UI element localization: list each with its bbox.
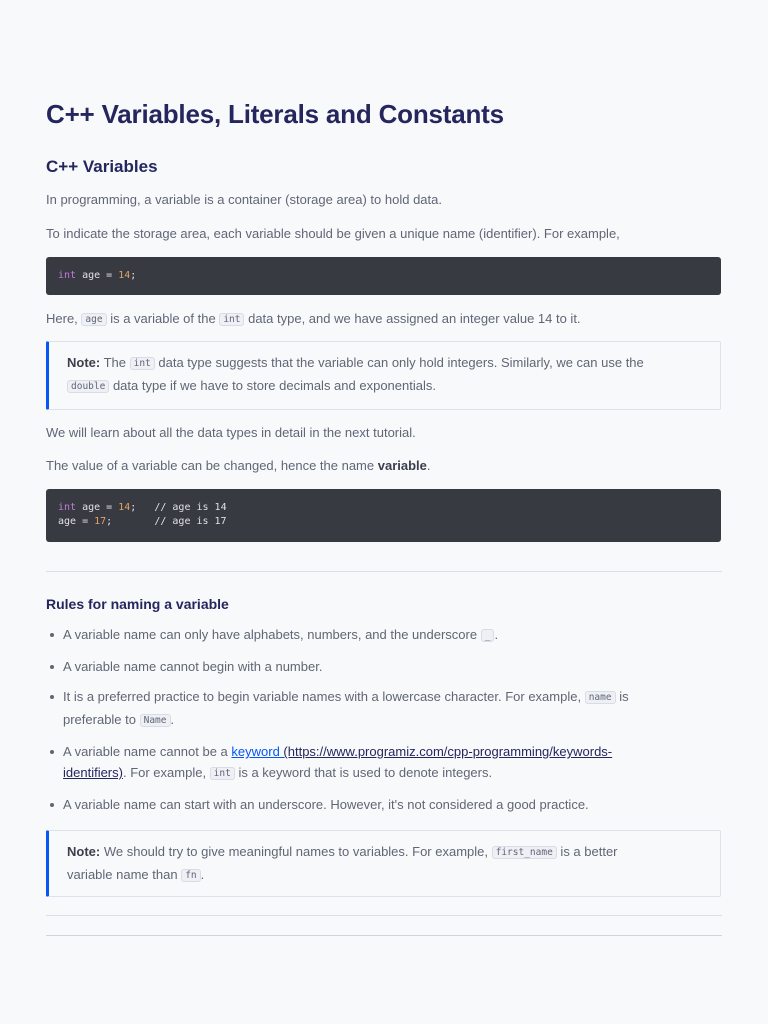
- code-keyword: int: [58, 270, 77, 281]
- inline-code: Name: [140, 714, 171, 727]
- text: Here,: [46, 311, 82, 326]
- keyword-link[interactable]: keyword: [231, 744, 284, 759]
- paragraph-1: In programming, a variable is a container (storage area) to hold data.: [46, 192, 442, 207]
- list-item: [63, 686, 723, 732]
- note-label: Note:: [67, 844, 101, 859]
- text: The: [100, 355, 130, 370]
- note-box-1: [46, 341, 721, 410]
- text: .: [170, 712, 175, 727]
- code-number: 14: [118, 502, 131, 513]
- text: .: [494, 627, 499, 642]
- code-line: [58, 515, 709, 529]
- inline-code: first_name: [492, 846, 557, 859]
- text: data type if we have to store decimals and exponentials.: [109, 378, 436, 393]
- code-text: ;: [130, 270, 137, 281]
- list-item: [63, 656, 723, 677]
- text: The value of a variable can be changed, hence the name: [46, 458, 378, 473]
- text: is a variable of the: [106, 311, 220, 326]
- list-item: [63, 794, 723, 815]
- code-number: 17: [94, 516, 107, 527]
- code-text: ; // age is 17: [106, 516, 227, 527]
- keyword-url-link[interactable]: (https://www.programiz.com/cpp-programming/keywords-: [283, 744, 613, 759]
- code-line: [58, 501, 709, 515]
- divider: [46, 935, 722, 936]
- text: variable name than: [67, 867, 182, 882]
- section-heading: C++ Variables: [46, 157, 158, 176]
- text: .: [426, 458, 431, 473]
- inline-code: int: [210, 767, 235, 780]
- divider: [46, 915, 722, 916]
- list-item: [63, 741, 723, 785]
- inline-code: int: [130, 357, 155, 370]
- text: is: [615, 689, 629, 704]
- keyword-url-link-cont[interactable]: identifiers): [63, 765, 123, 780]
- bold-term: variable: [377, 458, 427, 473]
- text: data type suggests that the variable can only hold integers. Similarly, we can use the: [154, 355, 644, 370]
- paragraph-5: [46, 455, 431, 476]
- text: We should try to give meaningful names to variables. For example,: [100, 844, 492, 859]
- text: A variable name can start with an underscore. However, it's not considered a good practice.: [63, 797, 589, 812]
- code-number: 14: [118, 270, 131, 281]
- text: is a better: [556, 844, 618, 859]
- note-label: Note:: [67, 355, 101, 370]
- list-item: [63, 624, 723, 647]
- code-line: [58, 269, 709, 283]
- page-title: C++ Variables, Literals and Constants: [46, 99, 504, 129]
- note-box-2: [46, 830, 721, 897]
- inline-code: _: [481, 629, 495, 642]
- code-text: age =: [76, 502, 119, 513]
- inline-code: age: [81, 313, 106, 326]
- rules-list: [46, 624, 723, 815]
- code-keyword: int: [58, 502, 77, 513]
- paragraph-2: To indicate the storage area, each variable should be given a unique name (identifier). For example,: [46, 226, 620, 241]
- code-block-2: [46, 489, 721, 542]
- inline-code: fn: [181, 869, 200, 882]
- text: A variable name cannot be a: [63, 744, 232, 759]
- inline-code: name: [585, 691, 616, 704]
- divider: [46, 571, 722, 572]
- text: A variable name cannot begin with a number.: [63, 659, 323, 674]
- inline-code: int: [219, 313, 244, 326]
- text: preferable to: [63, 712, 140, 727]
- paragraph-4: We will learn about all the data types in detail in the next tutorial.: [46, 425, 416, 440]
- text: It is a preferred practice to begin variable names with a lowercase character. For example,: [63, 689, 585, 704]
- text: . For example,: [122, 765, 210, 780]
- code-text: age =: [58, 516, 95, 527]
- text: .: [200, 867, 205, 882]
- rules-heading: Rules for naming a variable: [46, 596, 229, 612]
- code-text: ; // age is 14: [130, 502, 227, 513]
- paragraph-3: [46, 308, 581, 331]
- code-text: age =: [76, 270, 119, 281]
- text: is a keyword that is used to denote integers.: [234, 765, 493, 780]
- code-block-1: [46, 257, 721, 295]
- text: A variable name can only have alphabets, numbers, and the underscore: [63, 627, 481, 642]
- inline-code: double: [67, 380, 109, 393]
- text: data type, and we have assigned an integer value 14 to it.: [244, 311, 581, 326]
